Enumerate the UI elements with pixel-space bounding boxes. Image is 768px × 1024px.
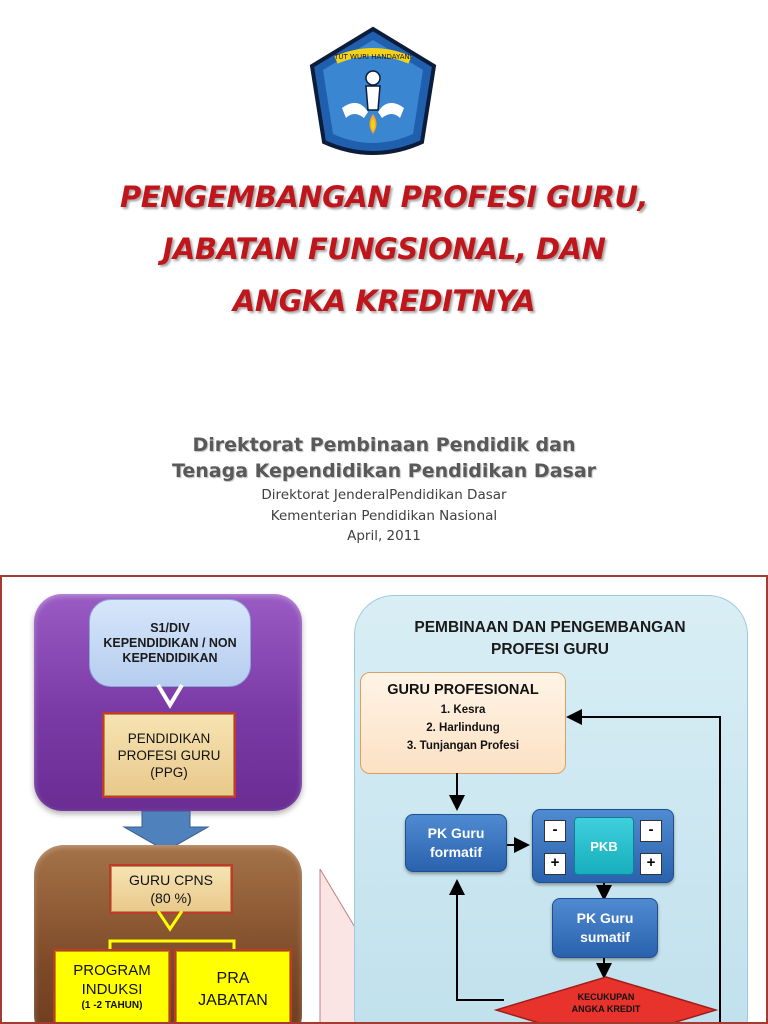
pra-jabatan-box: [176, 951, 290, 1024]
plus-right-icon: +: [640, 853, 662, 875]
kecukupan-line-2: ANGKA KREDIT: [571, 1004, 641, 1014]
subtitle-main-line-1: Direktorat Pembinaan Pendidik dan: [192, 434, 576, 456]
guru-cpns-box: [111, 866, 231, 912]
guru-cpns-line-1: GURU CPNS: [128, 872, 213, 888]
education-line-1: S1/DIV: [150, 620, 190, 635]
program-induksi-box: [55, 951, 169, 1024]
pk-guru-sumatif-button: [552, 898, 658, 958]
ppg-line-3: (PPG): [150, 764, 188, 780]
right-arrow-icon: [318, 869, 358, 1024]
program-induksi-line-1: PROGRAM: [73, 962, 151, 979]
guru-profesional-heading: GURU PROFESIONAL: [387, 682, 539, 698]
chevron-down-icon: [156, 683, 184, 709]
connector-lines: [102, 911, 242, 951]
education-line-2: KEPENDIDIKAN / NON: [103, 635, 237, 650]
guru-profesional-item-1: 1. Kesra: [440, 704, 486, 716]
education-line-3: KEPENDIDIKAN: [122, 650, 218, 665]
panel-title: [354, 617, 746, 661]
program-induksi-duration: (1 -2 TAHUN): [81, 1000, 143, 1011]
guru-cpns-line-2: (80 %): [150, 890, 192, 906]
tut-wuri-handayani-logo: [306, 26, 440, 160]
education-bubble: [89, 599, 251, 687]
subtitle-directorate: Direktorat JenderalPendidikan Dasar: [261, 487, 507, 503]
diagram-slide: [0, 575, 768, 1024]
pkb-box: PKB: [574, 817, 634, 875]
pk-guru-formatif-button: [405, 814, 507, 872]
title-line-3: ANGKA KREDITNYA: [232, 284, 536, 318]
pra-jabatan-line-1: PRA: [216, 970, 250, 987]
minus-right-icon: -: [640, 820, 662, 842]
logo-ribbon-text: TUT WURI HANDAYANI: [334, 53, 412, 61]
panel-title-line-2: PROFESI GURU: [491, 641, 609, 658]
title-line-2: JABATAN FUNGSIONAL, DAN: [162, 232, 606, 266]
program-induksi-line-2: INDUKSI: [81, 981, 143, 998]
pk-formatif-line-2: formatif: [429, 844, 483, 860]
minus-left-icon: -: [544, 820, 566, 842]
subtitle-ministry: Kementerian Pendidikan Nasional: [270, 508, 498, 524]
kecukupan-line-1: KECUKUPAN: [577, 992, 635, 1002]
subtitle-main-line-2: Tenaga Kependidikan Pendidikan Dasar: [171, 460, 597, 482]
pra-jabatan-line-2: JABATAN: [198, 992, 268, 1009]
ppg-box: [104, 714, 234, 796]
plus-left-icon: +: [544, 853, 566, 875]
pk-sumatif-line-1: PK Guru: [576, 910, 634, 926]
ppg-line-2: PROFESI GURU: [117, 747, 221, 763]
title-line-1: PENGEMBANGAN PROFESI GURU,: [119, 180, 649, 214]
panel-title-line-1: PEMBINAAN DAN PENGEMBANGAN: [414, 619, 686, 636]
guru-profesional-item-2: 2. Harlindung: [426, 722, 500, 734]
ppg-line-1: PENDIDIKAN: [127, 730, 211, 746]
subtitle-date: April, 2011: [347, 528, 421, 544]
pk-formatif-line-1: PK Guru: [427, 825, 485, 841]
kecukupan-label: [542, 991, 670, 1015]
pk-sumatif-line-2: sumatif: [580, 929, 630, 945]
guru-profesional-item-3: 3. Tunjangan Profesi: [406, 740, 520, 752]
